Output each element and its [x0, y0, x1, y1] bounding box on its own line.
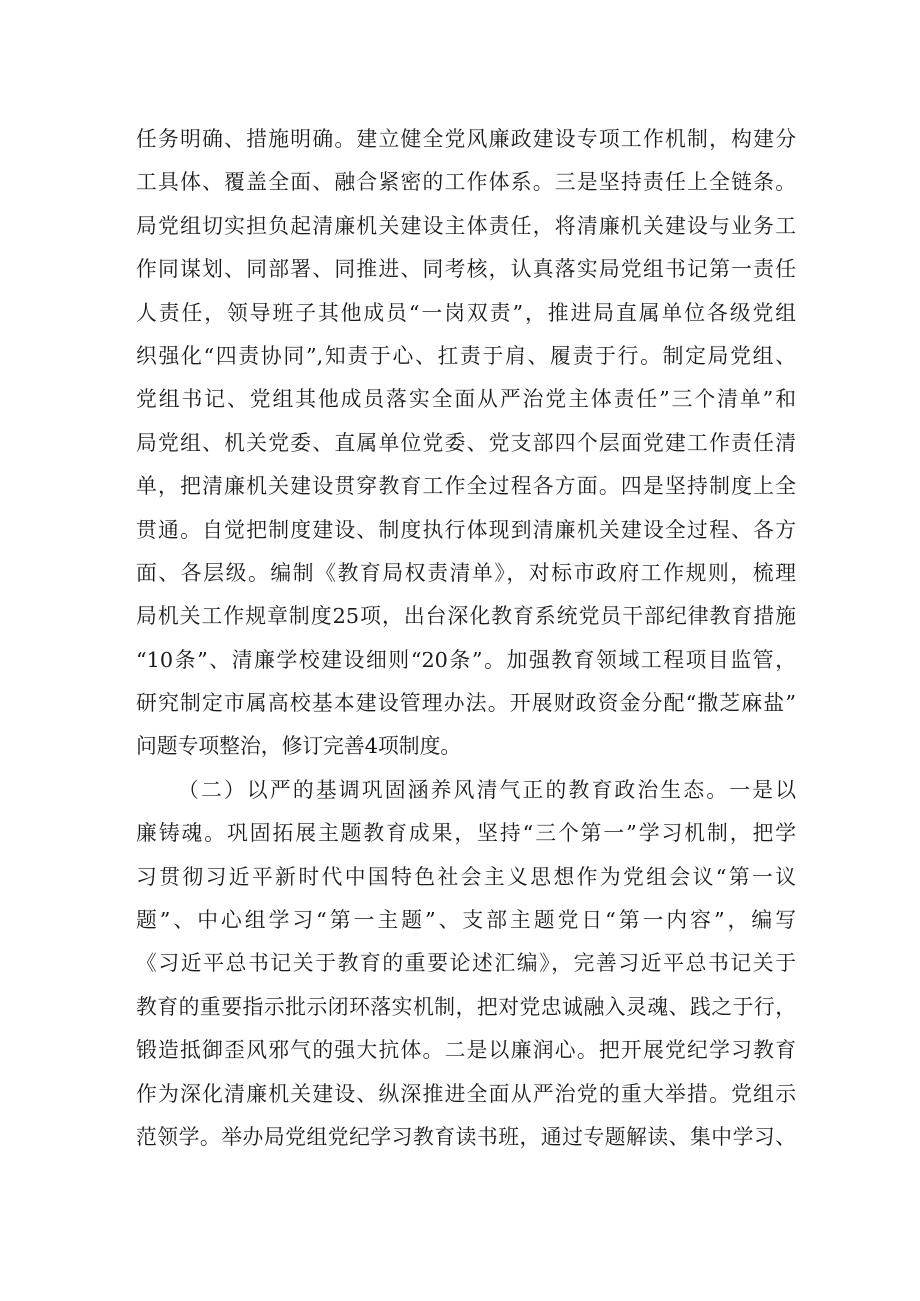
paragraph-1: [136, 118, 796, 769]
text-line: “10条”、清廉学校建设细则“20条”。加强教育领域工程项目监管，: [136, 647, 796, 672]
text-line: 贯通。自觉把制度建设、制度执行体现到清廉机关建设全过程、各方: [136, 517, 796, 542]
text-line: 习贯彻习近平新时代中国特色社会主义思想作为党组会议“第一议: [136, 864, 796, 889]
text-line: 人责任，领导班子其他成员“一岗双责”，推进局直属单位各级党组: [136, 300, 796, 325]
text-line: 单，把清廉机关建设贯穿教育工作全过程各方面。四是坚持制度上全: [136, 474, 796, 499]
text-line: 局党组、机关党委、直属单位党委、党支部四个层面党建工作责任清: [136, 430, 796, 455]
text-line: 织强化“四责协同”,知责于心、扛责于肩、履责于行。制定局党组、: [136, 343, 796, 368]
text-line: 研究制定市属高校基本建设管理办法。开展财政资金分配“撒芝麻盐”: [136, 691, 796, 716]
text-line: 工具体、覆盖全面、融合紧密的工作体系。三是坚持责任上全链条。: [136, 170, 796, 195]
text-line: 党组书记、党组其他成员落实全面从严治党主体责任”三个清单”和: [136, 387, 796, 412]
text-line: 局党组切实担负起清廉机关建设主体责任，将清廉机关建设与业务工: [136, 213, 796, 238]
text-line: 作为深化清廉机关建设、纵深推进全面从严治党的重大举措。党组示: [136, 1081, 796, 1106]
text-line: 任务明确、措施明确。建立健全党风廉政建设专项工作机制，构建分: [136, 127, 796, 151]
text-line: 面、各层级。编制《教育局权责清单》，对标市政府工作规则，梳理: [136, 560, 796, 585]
text-line: 作同谋划、同部署、同推进、同考核，认真落实局党组书记第一责任: [136, 257, 796, 282]
text-line: 《习近平总书记关于教育的重要论述汇编》，完善习近平总书记关于: [136, 951, 796, 976]
text-line: 范领学。举办局党组党纪学习教育读书班，通过专题解读、集中学习、: [136, 1124, 796, 1149]
text-line: 题”、中心组学习“第一主题”、支部主题党日“第一内容”，编写: [136, 908, 796, 933]
text-line: 问题专项整治，修订完善4项制度。: [136, 734, 462, 759]
text-line: （二）以严的基调巩固涵养风清气正的教育政治生态。一是以: [178, 777, 796, 802]
text-line: 局机关工作规章制度25项，出台深化教育系统党员干部纪律教育措施: [136, 604, 796, 629]
text-line: 廉铸魂。巩固拓展主题教育成果，坚持“三个第一”学习机制，把学: [136, 821, 796, 846]
text-line: 教育的重要指示批示闭环落实机制，把对党忠诚融入灵魂、践之于行，: [136, 994, 796, 1019]
paragraph-2: [136, 769, 796, 1160]
document-body: [136, 118, 796, 1159]
text-line: 锻造抵御歪风邪气的强大抗体。二是以廉润心。把开展党纪学习教育: [136, 1038, 796, 1063]
